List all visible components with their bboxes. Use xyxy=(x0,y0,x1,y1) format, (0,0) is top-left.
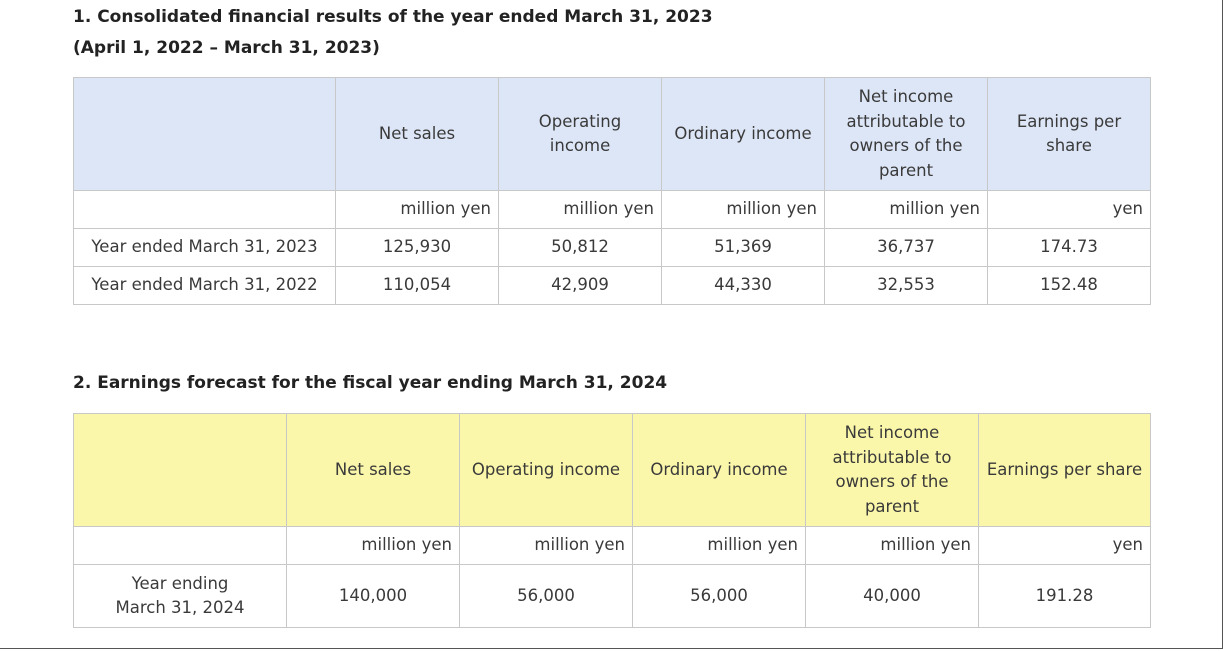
unit-cell: million yen xyxy=(499,191,662,229)
row-label: Year ended March 31, 2022 xyxy=(74,267,336,305)
column-header-ordinary-income: Ordinary income xyxy=(662,78,825,191)
column-header-ordinary-income: Ordinary income xyxy=(633,414,806,527)
table-cell: 191.28 xyxy=(979,565,1151,628)
column-header-operating-income: Operating income xyxy=(460,414,633,527)
results-table xyxy=(73,77,1151,305)
unit-cell: million yen xyxy=(633,527,806,565)
unit-cell xyxy=(74,527,287,565)
unit-row xyxy=(74,191,1151,229)
unit-cell: million yen xyxy=(825,191,988,229)
unit-cell xyxy=(74,191,336,229)
table-cell: 40,000 xyxy=(806,565,979,628)
unit-cell: million yen xyxy=(287,527,460,565)
table-cell: 36,737 xyxy=(825,229,988,267)
header-row xyxy=(74,78,1151,191)
column-header-eps: Earnings per share xyxy=(979,414,1151,527)
section2-title: 2. Earnings forecast for the fiscal year ending March 31, 2024 xyxy=(73,373,668,393)
unit-row xyxy=(74,527,1151,565)
table-cell: 51,369 xyxy=(662,229,825,267)
table-cell: 50,812 xyxy=(499,229,662,267)
table-cell: 174.73 xyxy=(988,229,1151,267)
unit-cell: million yen xyxy=(336,191,499,229)
unit-cell: million yen xyxy=(460,527,633,565)
table-cell: 44,330 xyxy=(662,267,825,305)
table-cell: 42,909 xyxy=(499,267,662,305)
row-label: Year ending March 31, 2024 xyxy=(74,565,287,628)
unit-cell: yen xyxy=(988,191,1151,229)
column-header-net-sales: Net sales xyxy=(336,78,499,191)
table-cell: 56,000 xyxy=(460,565,633,628)
column-header-net-income: Net income attributable to owners of the parent xyxy=(806,414,979,527)
unit-cell: million yen xyxy=(662,191,825,229)
row-label: Year ended March 31, 2023 xyxy=(74,229,336,267)
section1-subtitle: (April 1, 2022 – March 31, 2023) xyxy=(73,38,380,58)
unit-cell: million yen xyxy=(806,527,979,565)
unit-cell: yen xyxy=(979,527,1151,565)
column-header-net-sales: Net sales xyxy=(287,414,460,527)
table-row xyxy=(74,229,1151,267)
table-cell: 32,553 xyxy=(825,267,988,305)
table-row xyxy=(74,267,1151,305)
table-cell: 152.48 xyxy=(988,267,1151,305)
table-cell: 56,000 xyxy=(633,565,806,628)
column-header xyxy=(74,78,336,191)
header-row xyxy=(74,414,1151,527)
table-cell: 125,930 xyxy=(336,229,499,267)
forecast-table xyxy=(73,413,1151,628)
table-cell: 140,000 xyxy=(287,565,460,628)
column-header xyxy=(74,414,287,527)
table-cell: 110,054 xyxy=(336,267,499,305)
table-row xyxy=(74,565,1151,628)
section1-title: 1. Consolidated financial results of the year ended March 31, 2023 xyxy=(73,7,713,27)
column-header-net-income: Net income attributable to owners of the parent xyxy=(825,78,988,191)
column-header-operating-income: Operating income xyxy=(499,78,662,191)
column-header-eps: Earnings per share xyxy=(988,78,1151,191)
